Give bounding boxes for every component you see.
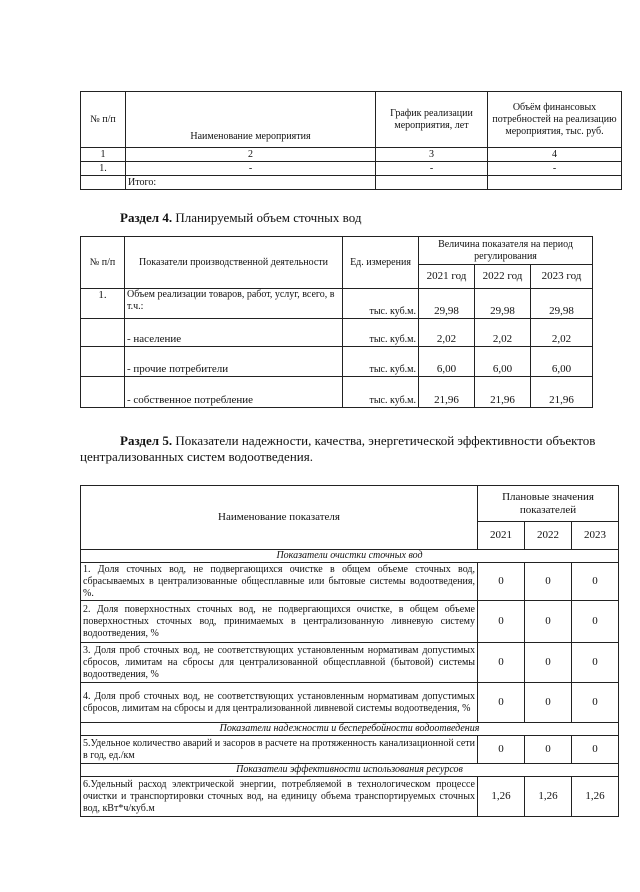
col-number: 3 (376, 148, 488, 162)
row-value: 2,02 (475, 319, 531, 347)
year-2021-header: 2021 (478, 522, 525, 550)
col-schedule-header: График реализации мероприятия, лет (376, 92, 488, 148)
indicator-name: 2. Доля поверхностных сточных вод, не подвергающихся очистке, в общем объеме поверхностных сточных вод, принимаемых в централизованную ливневую систему водоотведения, % (81, 601, 478, 643)
col-name-header: Наименование мероприятия (126, 92, 376, 148)
table-row (81, 347, 593, 377)
row-value: 2,02 (531, 319, 593, 347)
indicator-name: 6.Удельный расход электрической энергии, потребляемой в технологическом процессе очистки и транспортировки сточных вод, на единицу объема транспортируемых сточных вод, кВт*ч/куб.м (81, 777, 478, 817)
row-value: 21,96 (475, 377, 531, 408)
section-5-heading (80, 433, 610, 465)
row-name: - собственное потребление (125, 377, 343, 408)
indicator-value: 0 (525, 683, 572, 723)
indicator-value: 0 (572, 683, 619, 723)
row-value: 29,98 (475, 289, 531, 319)
year-2022-header: 2022 год (475, 265, 531, 289)
total-label: Итого: (126, 176, 376, 190)
indicator-value: 0 (572, 563, 619, 601)
table-row (81, 162, 622, 176)
indicator-value: 0 (572, 643, 619, 683)
row-finance: - (488, 162, 622, 176)
section-4-prefix: Раздел 4. (120, 210, 173, 225)
table-row (81, 643, 619, 683)
col-indicator-header: Показатели производственной деятельности (125, 237, 343, 289)
year-2021-header: 2021 год (419, 265, 475, 289)
indicator-value: 0 (525, 563, 572, 601)
table-row (81, 601, 619, 643)
row-schedule: - (376, 162, 488, 176)
row-unit: тыс. куб.м. (343, 289, 419, 319)
col-unit-header: Ед. измерения (343, 237, 419, 289)
row-num (81, 319, 125, 347)
table-row (81, 289, 593, 319)
indicator-value: 0 (525, 601, 572, 643)
col-plan-header: Плановые значения показателей (478, 486, 619, 522)
table-row (81, 319, 593, 347)
year-2022-header: 2022 (525, 522, 572, 550)
indicator-name: 1. Доля сточных вод, не подвергающихся очистке в общем объеме сточных вод, сбрасываемых в централизованные общесплавные или бытовые системы водоотведения, %. (81, 563, 478, 601)
wastewater-volume-table (80, 236, 593, 408)
group-title: Показатели надежности и бесперебойности водоотведения (81, 723, 619, 736)
col-finance-header: Объём финансовых потребностей на реализацию мероприятия, тыс. руб. (488, 92, 622, 148)
row-value: 6,00 (419, 347, 475, 377)
section-4-heading (120, 210, 361, 226)
col-num-header: № п/п (81, 92, 126, 148)
table-row (81, 683, 619, 723)
indicator-value: 0 (572, 601, 619, 643)
row-value: 2,02 (419, 319, 475, 347)
indicator-value: 0 (572, 736, 619, 764)
row-name: - прочие потребители (125, 347, 343, 377)
row-value: 6,00 (531, 347, 593, 377)
indicator-value: 1,26 (572, 777, 619, 817)
indicator-value: 0 (478, 683, 525, 723)
row-num: 1. (81, 289, 125, 319)
indicator-value: 0 (478, 601, 525, 643)
row-name: Объем реализации товаров, работ, услуг, всего, в т.ч.: (125, 289, 343, 319)
group-title: Показатели эффективности использования ресурсов (81, 764, 619, 777)
row-value: 29,98 (531, 289, 593, 319)
col-number: 2 (126, 148, 376, 162)
table-row (81, 777, 619, 817)
year-2023-header: 2023 (572, 522, 619, 550)
row-value: 6,00 (475, 347, 531, 377)
row-unit: тыс. куб.м. (343, 319, 419, 347)
row-num (81, 377, 125, 408)
row-num (81, 347, 125, 377)
indicator-value: 0 (478, 563, 525, 601)
row-value: 21,96 (531, 377, 593, 408)
row-name: - (126, 162, 376, 176)
indicator-name: 3. Доля проб сточных вод, не соответствующих установленным нормативам допустимых сбросов, лимитам на сбросы для централизованной общесплавной (бытовой) системы водоотведения, % (81, 643, 478, 683)
row-value: 21,96 (419, 377, 475, 408)
table-row (81, 563, 619, 601)
table-row (81, 736, 619, 764)
indicators-table (80, 485, 619, 817)
col-number: 1 (81, 148, 126, 162)
indicator-name: 4. Доля проб сточных вод, не соответствующих установленным нормативам допустимых сбросов, лимитам на сбросы и для централизованной ливневой системы водоотведения, % (81, 683, 478, 723)
row-unit: тыс. куб.м. (343, 377, 419, 408)
table-row (81, 377, 593, 408)
indicator-value: 1,26 (525, 777, 572, 817)
measures-table (80, 91, 622, 190)
indicator-value: 0 (478, 736, 525, 764)
section-5-prefix: Раздел 5. (120, 433, 173, 448)
section-5-title: Показатели надежности, качества, энергетической эффективности объектов централизованных систем водоотведения. (80, 433, 596, 464)
col-num-header: № п/п (81, 237, 125, 289)
group-title: Показатели очистки сточных вод (81, 550, 619, 563)
indicator-name: 5.Удельное количество аварий и засоров в расчете на протяженность канализационной сети в год, ед./км (81, 736, 478, 764)
row-name: - население (125, 319, 343, 347)
indicator-value: 0 (525, 736, 572, 764)
indicator-value: 1,26 (478, 777, 525, 817)
section-4-title: Планируемый объем сточных вод (172, 210, 362, 225)
col-indicator-header: Наименование показателя (81, 486, 478, 550)
col-period-header: Величина показателя на период регулирования (419, 237, 593, 265)
total-row (81, 176, 622, 190)
row-num: 1. (81, 162, 126, 176)
indicator-value: 0 (478, 643, 525, 683)
col-number: 4 (488, 148, 622, 162)
row-value: 29,98 (419, 289, 475, 319)
year-2023-header: 2023 год (531, 265, 593, 289)
indicator-value: 0 (525, 643, 572, 683)
row-unit: тыс. куб.м. (343, 347, 419, 377)
